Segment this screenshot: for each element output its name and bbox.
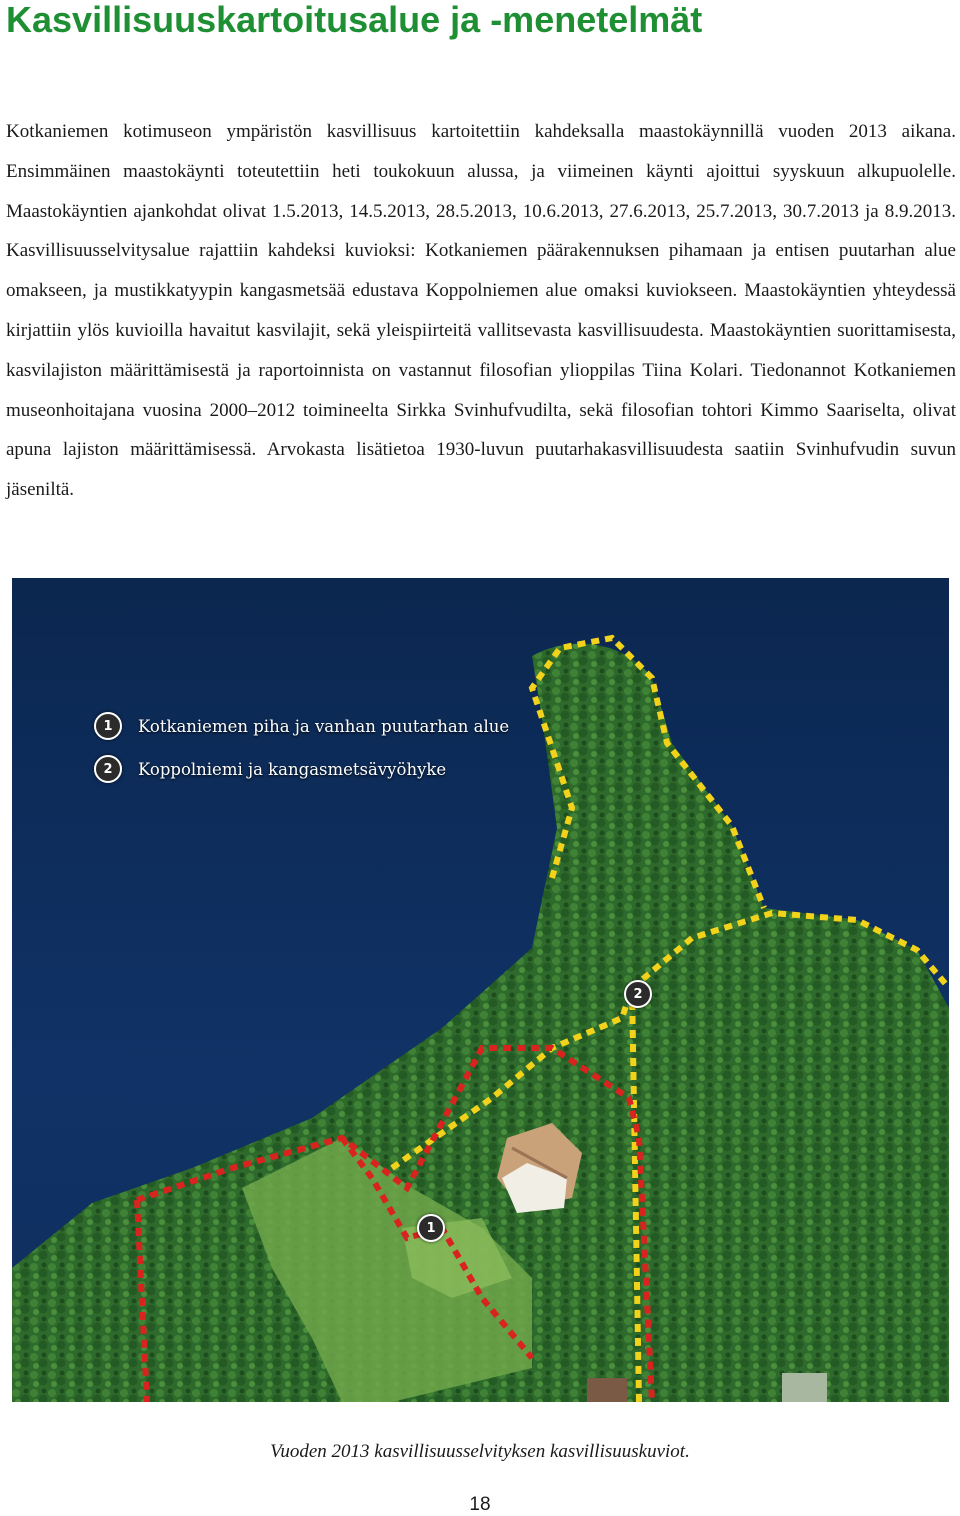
legend-item-2: [94, 754, 509, 784]
legend-label: Koppolniemi ja kangasmetsävyöhyke: [138, 759, 447, 779]
body-paragraph: Kotkaniemen kotimuseon ympäristön kasvillisuus kartoitettiin kahdeksalla maastokäynnillä vuoden 2013 aikana. Ensimmäinen maastokäynti toteutettiin heti toukokuun alussa, ja viimeinen käynti ajoittui syyskuun alkupuolelle. Maastokäyntien ajankohdat olivat 1.5.2013, 14.5.2013, 28.5.2013, 10.6.2013, 27.6.2013, 25.7.2013, 30.7.2013 ja 8.9.2013. Kasvillisuusselvitysalue rajattiin kahdeksi kuvioksi: Kotkaniemen päärakennuksen pihamaan ja entisen puutarhan alue omakseen, ja mustikkatyypin kangasmetsää edustava Koppolniemen alue omaksi kuviokseen. Maastokäyntien yhteydessä kirjattiin ylös kuvioilla havaitut kasvilajit, sekä yleispiirteitä vallitsevasta kasvillisuudesta. Maastokäyntien suorittamisesta, kasvilajiston määrittämisestä ja raportoinnista on vastannut filosofian ylioppilas Tiina Kolari. Tiedonannot Kotkaniemen museonhoitajana vuosina 2000–2012 toimineelta Sirkka Svinhufvudilta, sekä filosofian tohtori Kimmo Saariselta, olivat apuna lajiston määrittämisessä. Arvokasta lisätietoa 1930-luvun puutarhakasvillisuudesta saatiin Svinhufvudin suvun jäseniltä.: [6, 121, 956, 501]
area-number-badge: 1: [94, 712, 122, 740]
aerial-map-figure: [12, 578, 949, 1402]
map-marker-area-2: 2: [624, 980, 652, 1008]
section-heading: Kasvillisuuskartoitusalue ja -menetelmät: [6, 0, 703, 40]
outbuilding-2: [782, 1373, 827, 1402]
figure-caption: Vuoden 2013 kasvillisuusselvityksen kasvillisuuskuviot.: [270, 1441, 690, 1462]
outbuilding: [587, 1378, 627, 1402]
map-marker-area-1: 1: [417, 1214, 445, 1242]
legend-label: Kotkaniemen piha ja vanhan puutarhan alue: [138, 716, 510, 736]
legend-item-1: [94, 711, 509, 741]
page-number: 18: [469, 1494, 491, 1515]
area-number-badge: 2: [94, 755, 122, 783]
aerial-map-image: [12, 578, 949, 1402]
map-legend: [94, 711, 509, 797]
